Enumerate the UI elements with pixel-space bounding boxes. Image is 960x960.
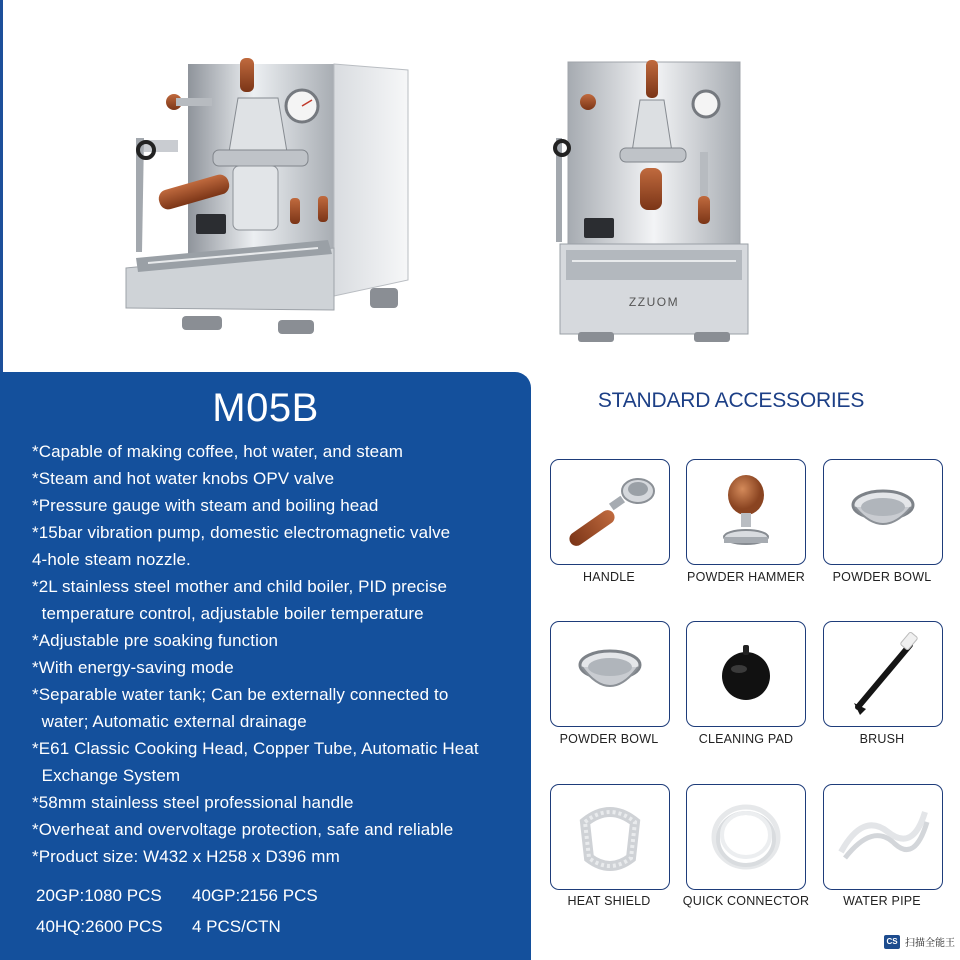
page-left-rule — [0, 0, 3, 372]
accessory-card-powder-hammer — [686, 459, 806, 565]
accessory-label-quick-connector: QUICK CONNECTOR — [682, 894, 810, 908]
portafilter-icon — [560, 469, 660, 555]
feature-list — [32, 438, 522, 870]
accessory-card-brush — [823, 621, 943, 727]
feature-item: water; Automatic external drainage — [32, 712, 307, 731]
blind-disc-icon — [711, 639, 781, 709]
accessory-label-cleaning-pad: CLEANING PAD — [698, 732, 794, 746]
accessory-label-powder-bowl: POWDER BOWL — [832, 570, 932, 584]
feature-item: *2L stainless steel mother and child boiler, PID precise — [32, 577, 448, 596]
accessory-label-brush: BRUSH — [859, 732, 905, 746]
packing-40gp: 40GP:2156 PCS — [192, 885, 318, 905]
packing-info — [36, 880, 456, 942]
tamper-icon — [706, 467, 786, 557]
feature-item: *Product size: W432 x H258 x D396 mm — [32, 847, 340, 866]
feature-item: *Pressure gauge with steam and boiling head — [32, 496, 379, 515]
feature-item: *With energy-saving mode — [32, 658, 234, 677]
packing-row — [36, 911, 456, 942]
accessory-card-heat-shield — [550, 784, 670, 890]
accessory-card-cleaning-pad — [686, 621, 806, 727]
filter-basket-icon — [570, 639, 650, 709]
scanner-watermark — [884, 934, 955, 949]
feature-item: Exchange System — [32, 766, 181, 785]
accessory-card-water-pipe — [823, 784, 943, 890]
product-photo-front-view — [548, 56, 758, 348]
tube-coil-icon — [701, 792, 791, 882]
accessories-title: STANDARD ACCESSORIES — [597, 389, 865, 412]
front-brand-text: ZZUOM — [628, 295, 680, 309]
feature-item: *Separable water tank; Can be externally connected to — [32, 685, 449, 704]
watermark-logo: CS — [884, 935, 900, 949]
model-title: M05B — [212, 386, 319, 430]
feature-item: *Overheat and overvoltage protection, safe and reliable — [32, 820, 454, 839]
packing-row — [36, 880, 456, 911]
packing-per-carton: 4 PCS/CTN — [192, 916, 281, 936]
feature-item: *15bar vibration pump, domestic electromagnetic valve — [32, 523, 451, 542]
accessory-card-quick-connector — [686, 784, 806, 890]
brush-icon — [838, 629, 928, 719]
accessory-card-powder-bowl — [823, 459, 943, 565]
accessory-label-water-pipe: WATER PIPE — [843, 894, 921, 908]
feature-item: *Capable of making coffee, hot water, and steam — [32, 442, 404, 461]
packing-20gp: 20GP:1080 PCS — [36, 885, 162, 905]
accessory-label-handle: HANDLE — [583, 570, 635, 584]
accessory-card-powder-bowl-2 — [550, 621, 670, 727]
accessory-card-handle — [550, 459, 670, 565]
feature-item: 4-hole steam nozzle. — [32, 550, 191, 569]
accessory-label-powder-bowl-2: POWDER BOWL — [559, 732, 659, 746]
water-pipe-icon — [833, 792, 933, 882]
feature-item: *E61 Classic Cooking Head, Copper Tube, Automatic Heat — [32, 739, 479, 758]
heat-shield-icon — [565, 792, 655, 882]
watermark-text: 扫描全能王 — [905, 938, 955, 949]
packing-40hq: 40HQ:2600 PCS — [36, 916, 163, 936]
feature-item: *58mm stainless steel professional handle — [32, 793, 354, 812]
feature-item: temperature control, adjustable boiler temperature — [32, 604, 424, 623]
spec-panel — [0, 372, 531, 960]
product-photo-side-view — [118, 58, 418, 348]
accessory-label-heat-shield: HEAT SHIELD — [567, 894, 651, 908]
feature-item: *Steam and hot water knobs OPV valve — [32, 469, 335, 488]
filter-basket-icon — [843, 477, 923, 547]
feature-item: *Adjustable pre soaking function — [32, 631, 279, 650]
accessory-label-powder-hammer: POWDER HAMMER — [687, 570, 805, 584]
